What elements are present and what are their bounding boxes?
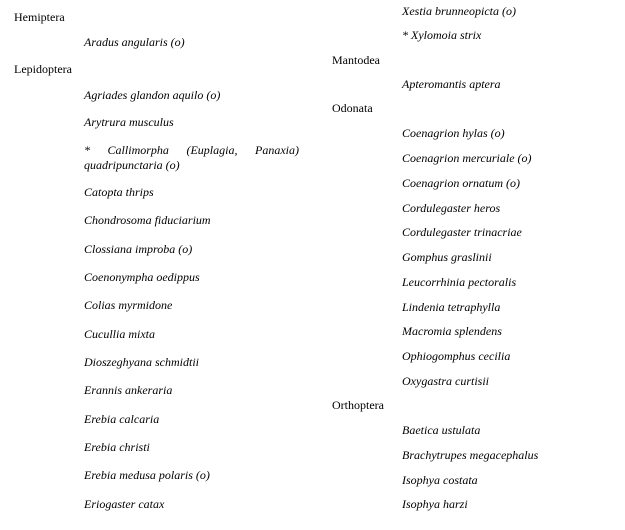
species-item: Gomphus graslinii (402, 250, 492, 264)
species-item: Catopta thrips (84, 185, 154, 199)
species-item: Macromia splendens (402, 324, 502, 338)
species-item: Colias myrmidone (84, 298, 173, 312)
order-orthoptera: Orthoptera (332, 398, 384, 412)
species-item: Baetica ustulata (402, 423, 481, 437)
species-item: Cordulegaster heros (402, 201, 501, 215)
species-item: Erebia medusa polaris (o) (84, 468, 210, 482)
species-item: Erebia calcaria (84, 412, 160, 426)
species-item: Erebia christi (84, 440, 150, 454)
species-item: Leucorrhinia pectoralis (402, 275, 517, 289)
species-item: Coenagrion mercuriale (o) (402, 151, 532, 165)
species-item: Agriades glandon aquilo (o) (84, 88, 221, 102)
species-item: Coenagrion ornatum (o) (402, 176, 520, 190)
species-item: Apteromantis aptera (402, 77, 501, 91)
order-mantodea: Mantodea (332, 53, 380, 67)
species-item: Arytrura musculus (84, 115, 174, 129)
species-item: quadripunctaria (o) (84, 158, 180, 172)
species-item: Eriogaster catax (84, 497, 165, 511)
species-item: Xestia brunneopicta (o) (402, 4, 516, 18)
species-item: Coenagrion hylas (o) (402, 126, 505, 140)
order-lepidoptera: Lepidoptera (14, 62, 72, 76)
species-item: Chondrosoma fiduciarium (84, 213, 211, 227)
species-item: Coenonympha oedippus (84, 270, 200, 284)
species-item: Erannis ankeraria (84, 383, 173, 397)
species-item: * Xylomoia strix (402, 28, 482, 42)
species-item: Brachytrupes megacephalus (402, 448, 539, 462)
species-item: Cucullia mixta (84, 327, 155, 341)
species-item: Ophiogomphus cecilia (402, 349, 511, 363)
species-item: * Callimorpha (Euplagia, Panaxia) (84, 143, 299, 157)
order-hemiptera: Hemiptera (14, 10, 65, 24)
order-odonata: Odonata (332, 101, 373, 115)
species-item: Aradus angularis (o) (84, 35, 185, 49)
species-item: Dioszeghyana schmidtii (84, 355, 199, 369)
species-item: Cordulegaster trinacriae (402, 225, 522, 239)
species-item: Isophya costata (402, 473, 478, 487)
species-item: Lindenia tetraphylla (402, 300, 501, 314)
species-item: Oxygastra curtisii (402, 374, 489, 388)
species-item: Clossiana improba (o) (84, 242, 193, 256)
species-item: Isophya harzi (402, 497, 468, 511)
